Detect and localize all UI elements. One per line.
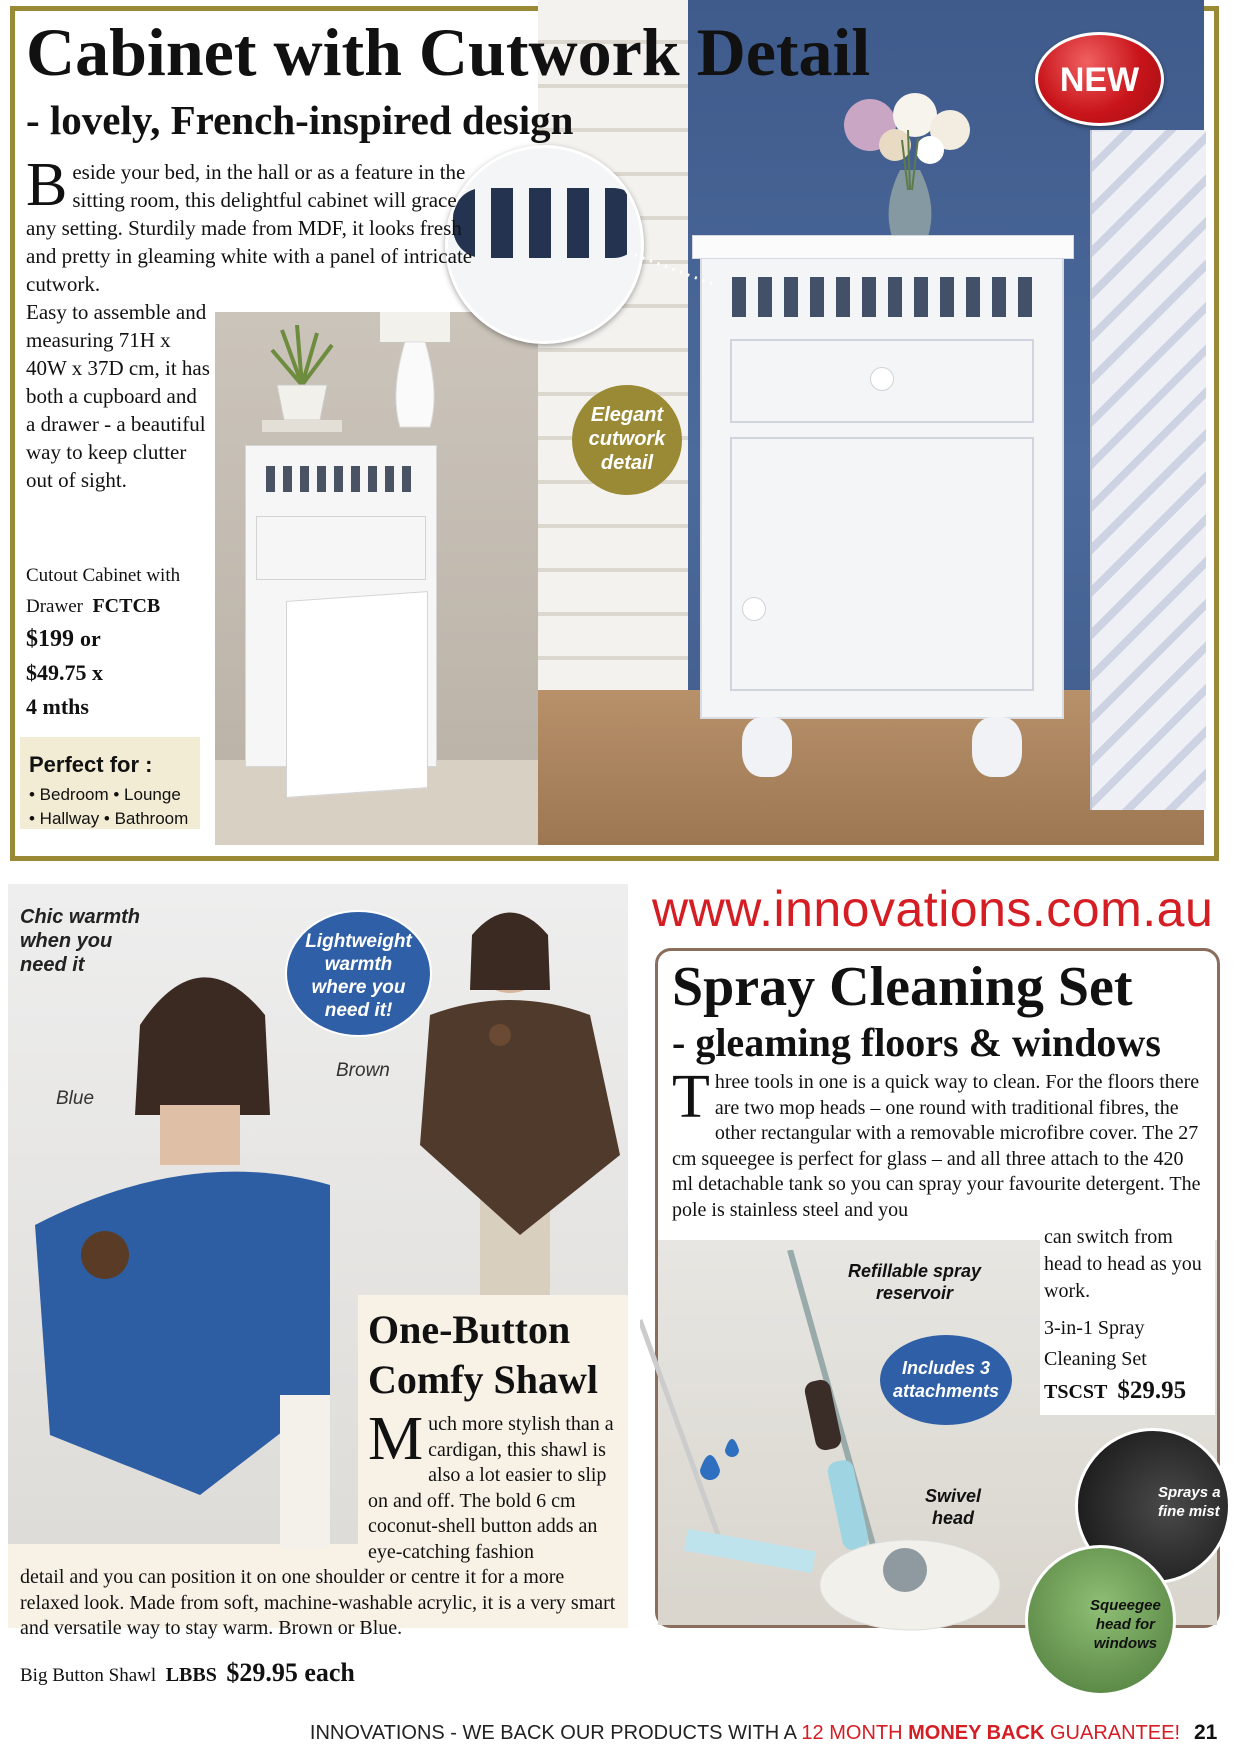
cabinet-top	[692, 235, 1074, 259]
spray-price: $29.95	[1117, 1377, 1187, 1404]
cabinet-large-image	[700, 245, 1064, 719]
door-knob	[742, 597, 766, 621]
squeegee-callout-text: Squeegee head for windows	[1090, 1597, 1161, 1652]
cabinet-small-image	[245, 445, 437, 767]
cutwork-callout-text: Elegant cutwork detail	[588, 404, 666, 474]
spray-description-text-b: can switch from head to head as you work.	[1044, 1226, 1202, 1302]
spray-dropcap: T	[672, 1063, 710, 1131]
cutwork-callout-badge	[572, 385, 682, 495]
bed-quilt	[1090, 130, 1206, 810]
fine-mist-callout-text: Sprays a fine mist	[1158, 1484, 1221, 1520]
cabinet-description-text-a: eside your bed, in the hall or as a feature in the sitting room, this delightful cabinet will grace any setting. Sturdily made from MDF, it looks fresh and pretty in gleaming white with a panel of intricate cutwork.	[26, 160, 473, 296]
attachments-callout-text: Includes 3 attachments	[892, 1358, 1000, 1401]
potted-plant	[262, 325, 342, 435]
woman-blue-shawl	[30, 935, 350, 1555]
attachments-callout-badge	[880, 1335, 1012, 1425]
shawl-product-name: Big Button Shawl	[20, 1665, 157, 1686]
cabinet-leg	[972, 717, 1022, 777]
cutwork-pattern	[453, 188, 643, 258]
footer-text-a: INNOVATIONS - WE BACK OUR PRODUCTS WITH A	[309, 1722, 802, 1744]
cabinet-subtitle: - lovely, French-inspired design	[26, 97, 574, 143]
cabinet-price: $199	[26, 626, 74, 652]
cabinet-product-name: Cutout Cabinet with Drawer	[26, 565, 181, 617]
spray-description	[672, 1063, 1207, 1223]
shawl-callout-chic: Chic warmth when you need it	[20, 906, 141, 976]
table-lamp	[370, 312, 460, 432]
spray-product-code: TSCST	[1044, 1381, 1108, 1403]
shawl-description-text-b: detail and you can position it on one shoulder or centre it for a more relaxed look. Made from soft, machine-washable acrylic, it is a very smart and versatile way to stay warm. Brown or Blue.	[20, 1566, 616, 1639]
cabinet-title: Cabinet with Cutwork Detail	[26, 14, 871, 90]
spray-callout-swivel: Swivel head	[925, 1486, 982, 1528]
cabinet-dropcap: B	[26, 151, 68, 219]
zoom-pointer-dots	[635, 250, 715, 290]
drawer-knob	[870, 367, 894, 391]
cabinet-door	[730, 437, 1034, 691]
shawl-price: $29.95 each	[226, 1658, 355, 1687]
cabinet-leg	[742, 717, 792, 777]
spray-title: Spray Cleaning Set	[672, 956, 1133, 1018]
footer-text-b: 12 MONTH	[801, 1722, 909, 1744]
cabinet-price-block	[26, 622, 216, 724]
lightweight-callout-badge	[285, 910, 432, 1037]
color-label-brown: Brown	[336, 1060, 390, 1081]
perfect-for-title: Perfect for :	[29, 752, 153, 777]
cabinet-description-text-b: Easy to assemble and measuring 71H x 40W x 37D cm, it has both a cupboard and a drawer - a beautiful way to keep clutter out of sight.	[26, 300, 210, 492]
cabinet-description	[26, 151, 476, 298]
cutwork-panel	[732, 277, 1032, 317]
glass-vase	[880, 130, 940, 250]
cabinet-order-line	[26, 560, 216, 622]
shawl-product-code: LBBS	[165, 1664, 217, 1686]
website-url[interactable]: www.innovations.com.au	[652, 881, 1214, 937]
shawl-dropcap: M	[368, 1405, 424, 1473]
perfect-for-line-1: • Bedroom • Lounge	[29, 785, 181, 804]
footer-text-c: MONEY BACK	[908, 1722, 1045, 1744]
spray-order-line	[1044, 1313, 1216, 1408]
footer-text-d: GUARANTEE!	[1044, 1722, 1180, 1744]
page-number: 21	[1194, 1721, 1218, 1744]
new-badge-label: NEW	[1059, 61, 1140, 99]
shawl-description	[368, 1405, 618, 1565]
cabinet-product-code: FCTCB	[92, 595, 161, 617]
spray-subtitle: - gleaming floors & windows	[672, 1020, 1161, 1065]
spray-mop-illustration	[640, 1250, 1060, 1640]
color-label-blue: Blue	[56, 1088, 95, 1109]
new-badge	[1035, 32, 1164, 126]
cabinet-drawer	[256, 516, 426, 580]
footer-guarantee	[0, 1722, 1180, 1745]
cabinet-installment: $49.75 x	[26, 660, 103, 685]
squeegee-circle	[1025, 1545, 1176, 1696]
shawl-description-text-a: uch more stylish than a cardigan, this shawl is also a lot easier to slip on and off. The bold 6 cm coconut-shell button adds an eye-catching fashion	[368, 1413, 614, 1563]
cabinet-price-or: or	[80, 626, 101, 651]
perfect-for-line-2: • Hallway • Bathroom	[29, 809, 189, 828]
cabinet-door-open	[286, 591, 428, 798]
shawl-order-line	[20, 1658, 355, 1688]
cabinet-installment-period: 4 mths	[26, 694, 89, 719]
shawl-title: One-Button Comfy Shawl	[368, 1307, 599, 1402]
lightweight-callout-text: Lightweight warmth where you need it!	[305, 931, 412, 1021]
spray-callout-refill: Refillable spray reservoir	[848, 1261, 982, 1303]
spray-product-name: 3-in-1 Spray Cleaning Set	[1044, 1317, 1147, 1370]
spray-description-text-a: hree tools in one is a quick way to clean. For the floors there are two mop heads – one round with traditional fibres, the other rectangular with a removable microfibre cover. The 27 cm squeegee is perfect for glass – and all three attach to the 420 ml detachable tank so you can spray your favourite detergent. The pole is stainless steel and you	[672, 1071, 1201, 1221]
cutwork-panel	[266, 466, 416, 492]
